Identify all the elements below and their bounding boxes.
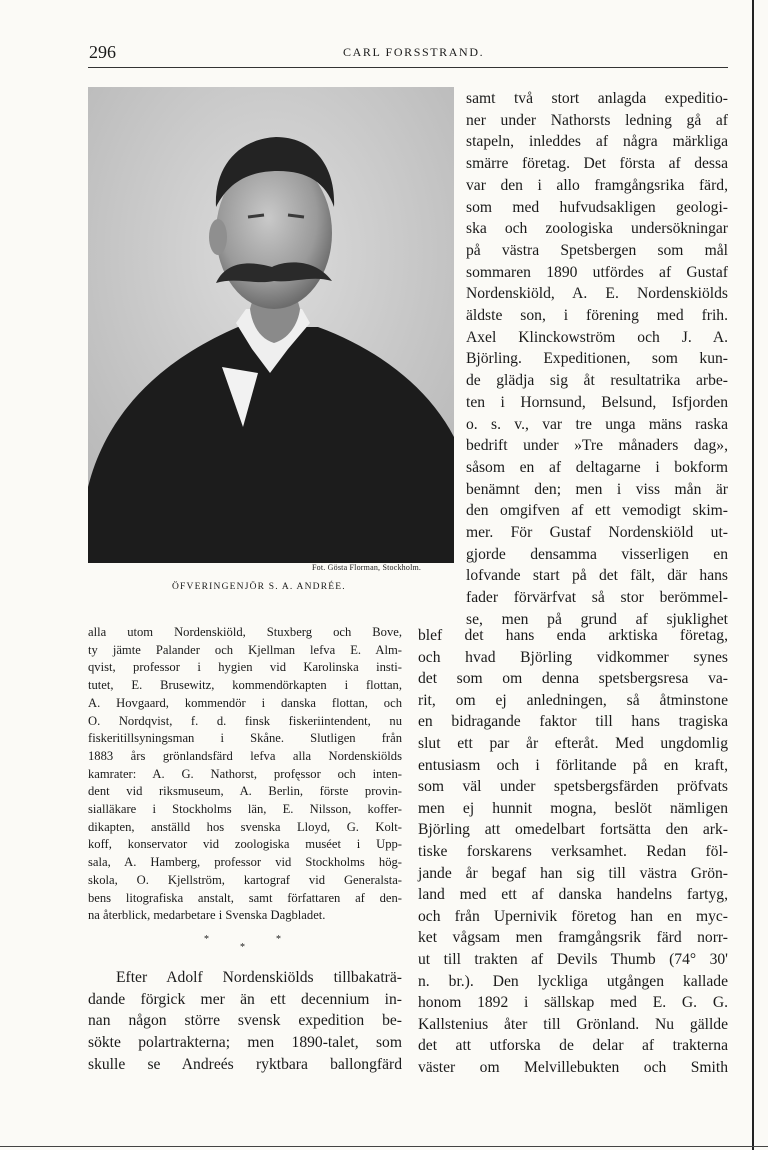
text-line: Axel Klinckowström och J. A. bbox=[466, 328, 728, 346]
text-line: Björling. Expeditionen, som kun- bbox=[466, 350, 728, 368]
figure-caption: ÖFVERINGENJÖR S. A. ANDRÉE. bbox=[172, 582, 346, 592]
text-line: kamrater: A. G. Nathorst, profęssor och inten- bbox=[88, 766, 402, 781]
text-line: stapeln, inleddes af några märkliga bbox=[466, 133, 728, 151]
text-line: honom 1892 i sällskap med E. G. G. bbox=[418, 994, 728, 1012]
text-line: och från Upernivik företog han en myc- bbox=[418, 907, 728, 925]
text-line: Nordenskiöld, A. E. Nordenskiölds bbox=[466, 285, 728, 303]
asterisk: * bbox=[204, 934, 209, 945]
text-line: n. br.). Den lyckliga utgången kallade bbox=[418, 972, 728, 990]
text-line: men ej hunnit mogna, beslöt nämligen bbox=[418, 799, 728, 817]
text-line: som med hufvudsakligen geologi- bbox=[466, 198, 728, 216]
text-line: tutet, E. Brusewitz, kommendörkapten i flottan, bbox=[88, 678, 402, 693]
text-line: var den i allo framgångsrika färd, bbox=[466, 176, 728, 194]
text-line: alla utom Nordenskiöld, Stuxberg och Bove, bbox=[88, 625, 402, 639]
text-line: sala, A. Hamberg, professor vid Stockholms hög- bbox=[88, 855, 402, 870]
text-line: Kallstenius åter till Grönland. Nu gällde bbox=[418, 1015, 728, 1033]
asterisk: * bbox=[276, 934, 281, 945]
text-line: Björling att omedelbart fortsätta den ark- bbox=[418, 821, 728, 839]
text-line: benämnt den; men i viss mån är bbox=[466, 480, 728, 498]
text-line: dent vid riksmuseum, A. Berlin, förste provin- bbox=[88, 784, 402, 799]
page-number: 296 bbox=[89, 42, 116, 62]
page-edge-bottom bbox=[0, 1146, 768, 1147]
text-line: på västra Spetsbergen som mål bbox=[466, 241, 728, 259]
text-line: samt två stort anlagda expeditio- bbox=[466, 90, 728, 107]
text-line: mer. För Gustaf Nordenskiöld ut- bbox=[466, 524, 728, 542]
text-line: väster om Melvillebukten och Smith bbox=[418, 1058, 728, 1076]
text-line: fiskeritillsyningsman i Skåne. Slutligen från bbox=[88, 731, 402, 746]
text-line: tiske forskarens verksamhet. Redan föl- bbox=[418, 842, 728, 860]
text-line: land med ett af danska handelns fartyg, bbox=[418, 886, 728, 904]
text-line: ska och zoologiska undersökningar bbox=[466, 220, 728, 238]
section-separator bbox=[200, 934, 290, 954]
text-line: dande förgick mer än ett decennium in- bbox=[88, 990, 402, 1008]
text-line: lofvande start på det fält, där hans bbox=[466, 567, 728, 585]
left-column-body bbox=[88, 967, 402, 1076]
portrait-illustration bbox=[88, 87, 454, 563]
text-line: slut ett par år efteråt. Med ungdomlig bbox=[418, 734, 728, 752]
text-line: Efter Adolf Nordenskiölds tillbakaträ- bbox=[116, 969, 402, 986]
text-line: O. Nordqvist, f. d. finsk fiskeriintendent, nu bbox=[88, 713, 402, 728]
text-line: och hvad Björling vidkommer synes bbox=[418, 648, 728, 666]
text-line: såsom en af deltagarne i bokform bbox=[466, 458, 728, 476]
text-line: 1883 års grönlandsfärd lefva alla Nordenskiölds bbox=[88, 748, 402, 763]
text-line: en bidragande faktor till hans tragiska bbox=[418, 713, 728, 731]
text-line: dikapten, anställd hos svenska Lloyd, G. Kolt- bbox=[88, 819, 402, 834]
text-line: de glädja sig åt resultatrika arbe- bbox=[466, 372, 728, 390]
text-line: blef det hans enda arktiska företag, bbox=[418, 627, 728, 644]
text-line: den omgifven af ett vemodigt skim- bbox=[466, 502, 728, 520]
text-line: A. Hovgaard, kommendör i danska flottan, och bbox=[88, 695, 402, 710]
text-line: ner under Nathorsts ledning gå af bbox=[466, 111, 728, 129]
photo-credit: Fot. Gösta Florman, Stockholm. bbox=[312, 563, 422, 572]
text-line: skulle se Andreés ryktbara ballongfärd bbox=[88, 1055, 402, 1073]
running-title: CARL FORSSTRAND. bbox=[343, 45, 485, 59]
text-line: ty jämte Palander och Kjellman lefva E. Alm- bbox=[88, 642, 402, 657]
text-line: ut till trakten af Devils Thumb (74° 30' bbox=[418, 950, 728, 968]
text-line: ten i Hornsund, Belsund, Isfjorden bbox=[466, 393, 728, 411]
text-line: bedrift under »Tre månaders dag», bbox=[466, 437, 728, 455]
text-line: fader förvärfvat så stor berömmel- bbox=[466, 589, 728, 607]
asterisk: * bbox=[240, 942, 245, 953]
text-line: rit, om ej anledningen, så åtminstone bbox=[418, 691, 728, 709]
text-line: entusiasm och i förlitande på en kraft, bbox=[418, 756, 728, 774]
text-line: jande år begaf han sig till västra Grön- bbox=[418, 864, 728, 882]
left-column-footnote-text bbox=[88, 624, 402, 925]
text-line: na återblick, medarbetare i Svenska Dagbladet. bbox=[88, 908, 326, 923]
text-line: skola, O. Kjellström, kartograf vid Generalsta- bbox=[88, 872, 402, 887]
right-column-lower bbox=[418, 625, 728, 1078]
text-line: det att utforska de delar af trakterna bbox=[418, 1037, 728, 1055]
header-rule bbox=[88, 67, 728, 68]
text-line: se, men på grund af sjuklighet bbox=[466, 610, 728, 628]
text-line: koff, konservator vid zoologiska muséet i Upp- bbox=[88, 837, 402, 852]
portrait-photo bbox=[88, 87, 454, 563]
text-line: äldste son, i förening med frih. bbox=[466, 307, 728, 325]
text-line: sökte polartrakterna; men 1890-talet, som bbox=[88, 1034, 402, 1052]
text-line: o. s. v., var tre unga mäns raska bbox=[466, 415, 728, 433]
text-line: bens litografiska anstalt, samt författaren af den- bbox=[88, 890, 402, 905]
text-line: som väl under spetsbergsfärden pröfvats bbox=[418, 778, 728, 796]
text-line: ket vågsam men framgångsrik färd norr- bbox=[418, 929, 728, 947]
right-column-upper bbox=[466, 88, 728, 631]
text-line: smärre företag. Det första af dessa bbox=[466, 155, 728, 173]
text-line: det som om denna spetsbergsresa va- bbox=[418, 670, 728, 688]
text-line: sommaren 1890 utfördes af Gustaf bbox=[466, 263, 728, 281]
text-line: sialläkare i Stockholms län, E. Nilsson, koffer- bbox=[88, 802, 402, 817]
text-line: nan någon större svensk expedition be- bbox=[88, 1012, 402, 1030]
text-line: gjorde densamma visserligen en bbox=[466, 545, 728, 563]
text-line: qvist, professor i hygien vid Karolinska insti- bbox=[88, 660, 402, 675]
page-edge-right bbox=[752, 0, 754, 1150]
